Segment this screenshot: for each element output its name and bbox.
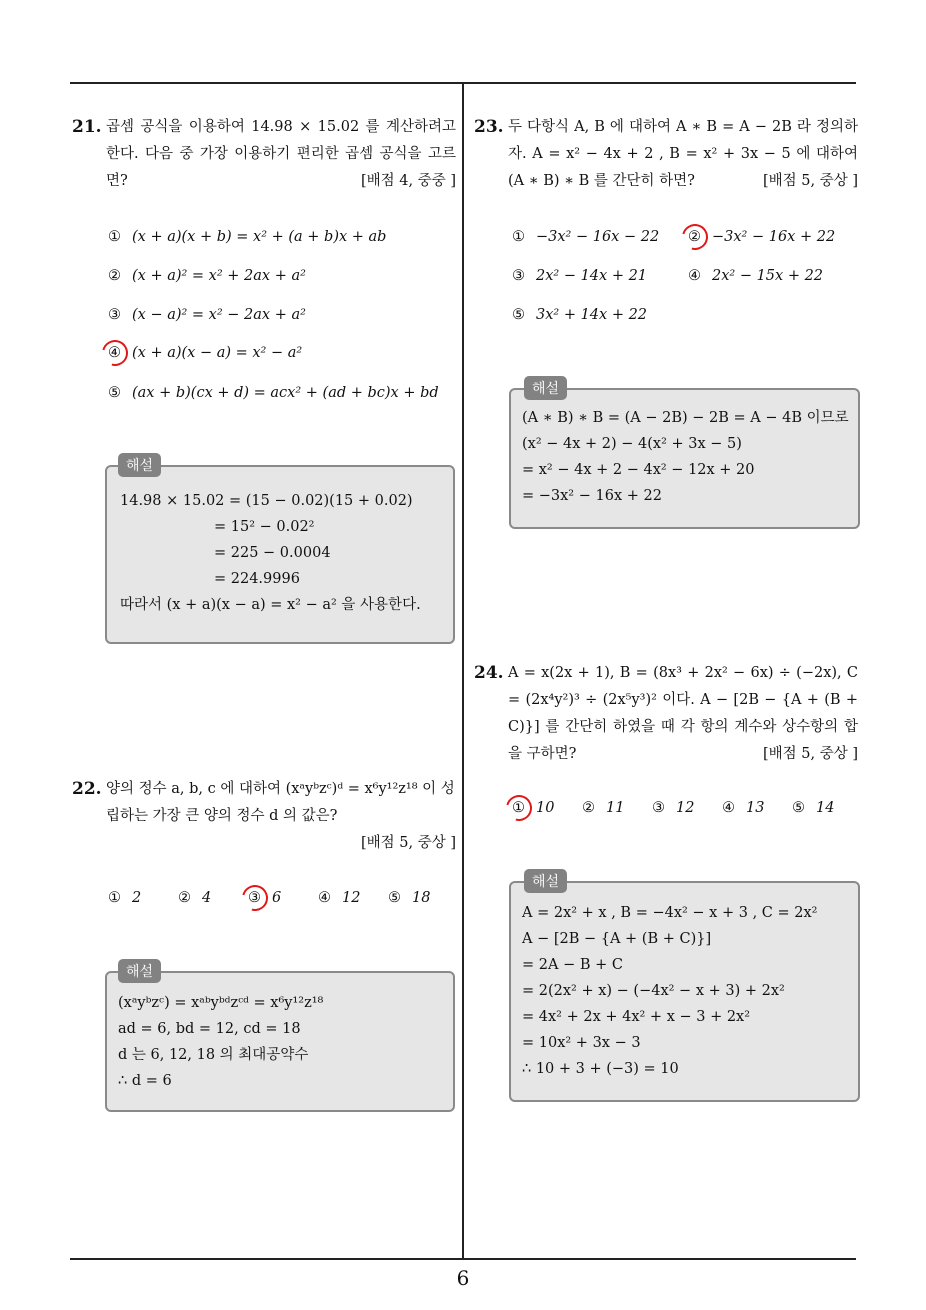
q22-question xyxy=(106,776,456,857)
q24-text: A = x(2x + 1), B = (8x³ + 2x² − 6x) ÷ (−2x), C = (2x⁴y²)³ ÷ (2x⁵y³)² 이다. A − [2B − {A + (B + C)}] 를 간단히 하였을 때 각 항의 계수와 상수항의 합을 구하면? xyxy=(508,665,858,762)
q22-choice-5[interactable] xyxy=(388,890,430,906)
choice-text: 6 xyxy=(272,890,282,906)
q23-choice-5[interactable] xyxy=(512,307,647,323)
choice-number: ⑤ xyxy=(108,385,121,401)
solution-line: = 15² − 0.02² xyxy=(214,519,315,535)
q24-solution-tag: 해설 xyxy=(524,869,567,893)
choice-number: ⑤ xyxy=(388,890,401,906)
q23-solution xyxy=(522,405,849,509)
q24-choice-4[interactable] xyxy=(722,800,764,816)
q21-choice-3[interactable] xyxy=(108,307,306,323)
choice-text: 11 xyxy=(606,800,625,816)
solution-line: ∴ d = 6 xyxy=(118,1073,172,1089)
q21-points: [배점 4, 중중 ] xyxy=(360,173,456,189)
q24-choice-3[interactable] xyxy=(652,800,694,816)
answer-mark xyxy=(237,880,273,916)
choice-text: 12 xyxy=(342,890,361,906)
choice-text: 2x² − 15x + 22 xyxy=(712,268,824,284)
solution-line: ∴ 10 + 3 + (−3) = 10 xyxy=(522,1061,679,1077)
choice-number: ③ xyxy=(512,268,525,284)
q22-choice-3[interactable] xyxy=(248,890,281,906)
q21-solution-tag: 해설 xyxy=(118,453,161,477)
q22-number: 22. xyxy=(72,779,102,799)
q24-choice-2[interactable] xyxy=(582,800,624,816)
page-number: 6 xyxy=(456,1266,470,1290)
choice-number: ④ xyxy=(722,800,735,816)
choice-text: (x + a)² = x² + 2ax + a² xyxy=(132,268,306,284)
q22-solution-tag: 해설 xyxy=(118,959,161,983)
choice-text: 12 xyxy=(676,800,695,816)
q23-text: 두 다항식 A, B 에 대하여 A ∗ B = A − 2B 라 정의하자. A = x² − 4x + 2 , B = x² + 3x − 5 에 대하여 (A ∗ B) ∗ B 를 간단히 하면? xyxy=(508,119,858,189)
choice-text: 10 xyxy=(536,800,555,816)
q24-solution xyxy=(522,900,817,1082)
q22-solution xyxy=(118,990,323,1094)
solution-line: 따라서 (x + a)(x − a) = x² − a² 을 사용한다. xyxy=(120,597,421,613)
q21-number: 21. xyxy=(72,117,102,137)
answer-mark xyxy=(97,335,133,371)
solution-line: = 225 − 0.0004 xyxy=(214,545,331,561)
solution-line: = 10x² + 3x − 3 xyxy=(522,1035,641,1051)
choice-text: −3x² − 16x + 22 xyxy=(712,229,836,245)
choice-number xyxy=(512,800,536,816)
choice-number-glyph: ② xyxy=(688,229,701,245)
q21-choice-4[interactable] xyxy=(108,345,302,361)
choice-text: (ax + b)(cx + d) = acx² + (ad + bc)x + bd xyxy=(132,385,439,401)
q23-choice-2[interactable] xyxy=(688,229,835,245)
q23-choice-3[interactable] xyxy=(512,268,647,284)
choice-number: ③ xyxy=(108,307,121,323)
solution-line: ad = 6, bd = 12, cd = 18 xyxy=(118,1021,301,1037)
choice-text: 2x² − 14x + 21 xyxy=(536,268,648,284)
q21-question xyxy=(106,114,456,195)
choice-number-glyph: ④ xyxy=(108,345,121,361)
q21-solution xyxy=(120,488,421,618)
choice-text: 3x² + 14x + 22 xyxy=(536,307,648,323)
choice-number xyxy=(688,229,712,245)
q23-choice-1[interactable] xyxy=(512,229,659,245)
q22-text: 양의 정수 a, b, c 에 대하여 (xᵃyᵇzᶜ)ᵈ = x⁶y¹²z¹⁸ 이 성립하는 가장 큰 양의 정수 d 의 값은? xyxy=(106,781,455,824)
q21-choice-2[interactable] xyxy=(108,268,306,284)
q24-points: [배점 5, 중상 ] xyxy=(762,746,858,762)
choice-number xyxy=(248,890,272,906)
choice-text: (x + a)(x + b) = x² + (a + b)x + ab xyxy=(132,229,387,245)
q24-choice-1[interactable] xyxy=(512,800,554,816)
choice-number: ④ xyxy=(318,890,331,906)
q21-choice-5[interactable] xyxy=(108,385,439,401)
solution-line: 14.98 × 15.02 = (15 − 0.02)(15 + 0.02) xyxy=(120,493,413,509)
q22-choice-2[interactable] xyxy=(178,890,211,906)
solution-line: = 2(2x² + x) − (−4x² − x + 3) + 2x² xyxy=(522,983,785,999)
choice-number: ② xyxy=(178,890,191,906)
choice-text: 13 xyxy=(746,800,765,816)
q23-question xyxy=(508,114,858,195)
q23-choice-4[interactable] xyxy=(688,268,823,284)
solution-line: = 224.9996 xyxy=(214,571,300,587)
solution-line: = 4x² + 2x + 4x² + x − 3 + 2x² xyxy=(522,1009,751,1025)
choice-number: ② xyxy=(582,800,595,816)
q21-choice-1[interactable] xyxy=(108,229,386,245)
q24-question xyxy=(508,660,858,768)
choice-number: ① xyxy=(108,890,121,906)
choice-text: 2 xyxy=(132,890,142,906)
bottom-rule xyxy=(70,1258,856,1260)
choice-number-glyph: ③ xyxy=(248,890,261,906)
q22-choice-1[interactable] xyxy=(108,890,141,906)
solution-line: (x² − 4x + 2) − 4(x² + 3x − 5) xyxy=(522,436,742,452)
q24-number: 24. xyxy=(474,663,504,683)
q21-text: 곱셈 공식을 이용하여 14.98 × 15.02 를 계산하려고 한다. 다음 중 가장 이용하기 편리한 곱셈 공식을 고르면? xyxy=(106,119,456,189)
choice-number: ③ xyxy=(652,800,665,816)
q23-solution-tag: 해설 xyxy=(524,376,567,400)
choice-text: 18 xyxy=(412,890,431,906)
solution-line: = 2A − B + C xyxy=(522,957,623,973)
q22-points: [배점 5, 중상 ] xyxy=(360,835,456,851)
choice-number: ⑤ xyxy=(512,307,525,323)
q23-points: [배점 5, 중상 ] xyxy=(762,173,858,189)
q23-number: 23. xyxy=(474,117,504,137)
solution-line: A − [2B − {A + (B + C)}] xyxy=(522,931,712,947)
choice-number-glyph: ① xyxy=(512,800,525,816)
choice-number xyxy=(108,345,132,361)
answer-mark xyxy=(677,219,713,255)
solution-line: d 는 6, 12, 18 의 최대공약수 xyxy=(118,1047,309,1063)
choice-number: ② xyxy=(108,268,121,284)
solution-line: (xᵃyᵇzᶜ) = xᵃᵇyᵇᵈzᶜᵈ = x⁶y¹²z¹⁸ xyxy=(118,995,324,1011)
answer-mark xyxy=(501,790,537,826)
q22-choice-4[interactable] xyxy=(318,890,360,906)
choice-text: 14 xyxy=(816,800,835,816)
q24-choice-5[interactable] xyxy=(792,800,834,816)
solution-line: A = 2x² + x , B = −4x² − x + 3 , C = 2x² xyxy=(522,905,818,921)
choice-text: (x − a)² = x² − 2ax + a² xyxy=(132,307,306,323)
solution-line: = x² − 4x + 2 − 4x² − 12x + 20 xyxy=(522,462,755,478)
column-divider xyxy=(462,84,464,1260)
choice-text: −3x² − 16x − 22 xyxy=(536,229,660,245)
choice-text: (x + a)(x − a) = x² − a² xyxy=(132,345,303,361)
solution-line: = −3x² − 16x + 22 xyxy=(522,488,662,504)
solution-line: (A ∗ B) ∗ B = (A − 2B) − 2B = A − 4B 이므로 xyxy=(522,410,849,426)
choice-text: 4 xyxy=(202,890,212,906)
choice-number: ④ xyxy=(688,268,701,284)
choice-number: ⑤ xyxy=(792,800,805,816)
choice-number: ① xyxy=(512,229,525,245)
choice-number: ① xyxy=(108,229,121,245)
